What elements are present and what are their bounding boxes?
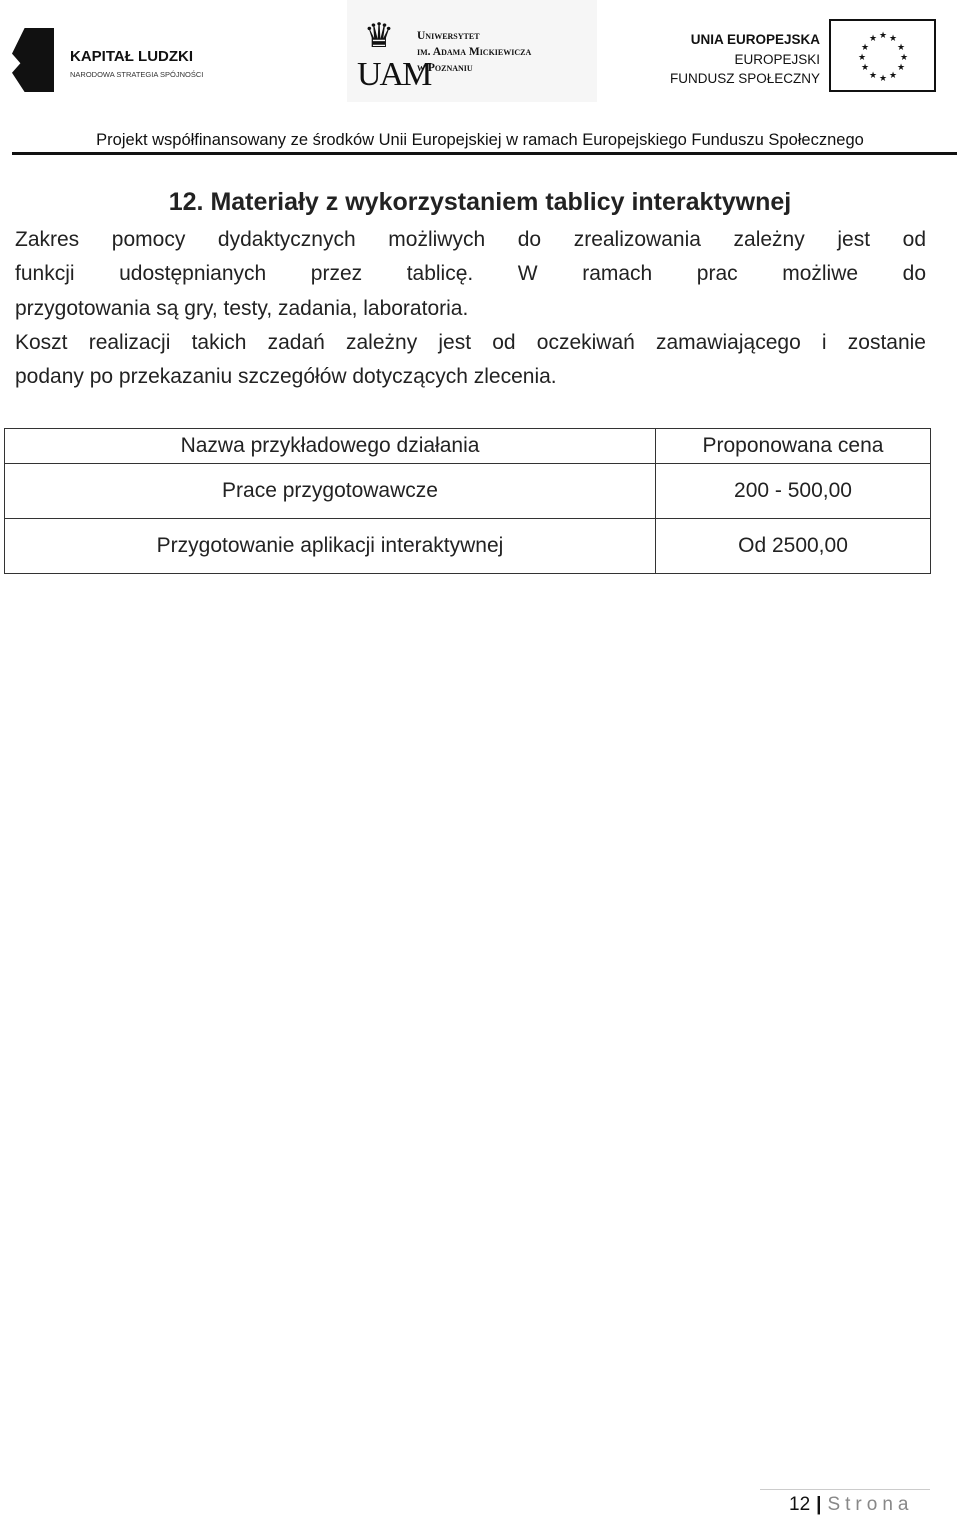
kapital-ludzki-title: KAPITAŁ LUDZKI (70, 48, 194, 65)
header-cell-price: Proponowana cena (656, 429, 931, 464)
page-footer (789, 1494, 913, 1516)
table-row (5, 464, 931, 519)
project-cofinancing-note: Projekt współfinansowany ze środków Unii Europejskiej w ramach Europejskiego Funduszu Społecznego (96, 131, 864, 149)
cell-action: Przygotowanie aplikacji interaktywnej (5, 519, 656, 574)
page-number: 12 (789, 1494, 811, 1515)
eagle-emblem-icon: ♛ (363, 17, 395, 55)
paragraph-line: podany po przekazaniu szczegółów dotyczących zlecenia. (15, 365, 557, 389)
footer-divider (760, 1489, 930, 1490)
paragraph-line: funkcji udostępnianych przez tablicę. W ramach prac możliwe do (15, 262, 926, 286)
paragraph-line: Koszt realizacji takich zadań zależny jest od oczekiwań zamawiającego i zostanie (15, 331, 926, 354)
eu-line: FUNDUSZ SPOŁECZNY (669, 71, 820, 86)
paragraph-1 (15, 223, 926, 326)
eu-line: UNIA EUROPEJSKA (690, 32, 820, 47)
cell-action: Prace przygotowawcze (5, 464, 656, 519)
header-divider (12, 152, 957, 155)
uam-logo (347, 0, 597, 102)
eu-text-logo (650, 30, 820, 88)
paragraph-line: Zakres pomocy dydaktycznych możliwych do zrealizowania zależny jest od (15, 228, 926, 251)
page-label: Strona (827, 1494, 914, 1515)
uam-line: Uniwersytet (417, 30, 480, 42)
kapital-ludzki-mark-icon (12, 28, 54, 92)
cell-price: Od 2500,00 (656, 519, 931, 574)
table-header-row (5, 429, 931, 464)
uam-letters: UAM (357, 56, 431, 93)
header-cell-action: Nazwa przykładowego działania (5, 429, 656, 464)
kapital-ludzki-logo (12, 28, 212, 94)
table-row (5, 519, 931, 574)
cell-price: 200 - 500,00 (656, 464, 931, 519)
price-table (4, 428, 931, 574)
eu-line: EUROPEJSKI (734, 52, 820, 67)
eu-flag-icon: ★ ★ ★ ★ ★ ★ ★ ★ ★ ★ ★ ★ (829, 19, 936, 92)
uam-line: w Poznaniu (417, 62, 473, 74)
kapital-ludzki-subtitle: NARODOWA STRATEGIA SPÓJNOŚCI (70, 70, 204, 79)
section-title: 12. Materiały z wykorzystaniem tablicy interaktywnej (168, 188, 792, 216)
paragraph-2 (15, 326, 926, 395)
uam-line: im. Adama Mickiewicza (417, 46, 532, 58)
paragraph-line: przygotowania są gry, testy, zadania, laboratoria. (15, 296, 469, 320)
footer-separator: | (816, 1494, 822, 1515)
